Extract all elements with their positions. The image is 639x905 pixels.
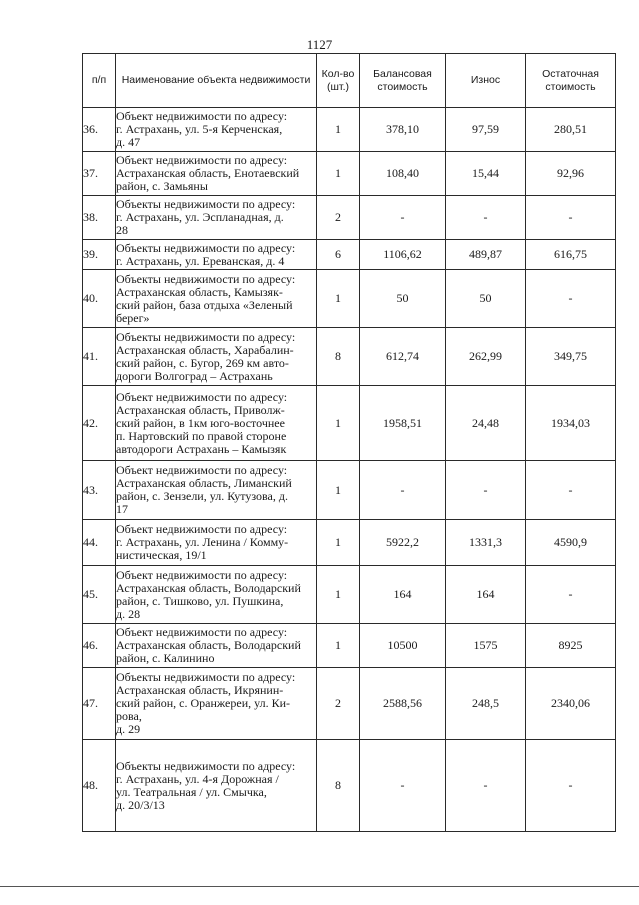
row-wear: 97,59 <box>446 108 526 152</box>
row-wear: 489,87 <box>446 240 526 270</box>
row-balance: - <box>360 196 446 240</box>
table-row <box>83 566 616 624</box>
row-qty: 8 <box>317 328 360 386</box>
row-name: Объект недвижимости по адресу: Астраханская область, Енотаевский район, с. Замьяны <box>116 152 317 196</box>
row-wear: 50 <box>446 270 526 328</box>
row-qty: 1 <box>317 152 360 196</box>
row-wear: 15,44 <box>446 152 526 196</box>
row-wear: 164 <box>446 566 526 624</box>
table-row <box>83 152 616 196</box>
table-row <box>83 386 616 461</box>
row-residual: - <box>526 196 616 240</box>
header-wear: Износ <box>446 54 526 108</box>
row-qty: 1 <box>317 624 360 668</box>
table-row <box>83 461 616 520</box>
row-qty: 2 <box>317 668 360 740</box>
header-residual: Остаточная стоимость <box>526 54 616 108</box>
row-name: Объект недвижимости по адресу: Астраханская область, Лиманский район, с. Зензели, ул. Кутузова, д. 17 <box>116 461 317 520</box>
row-residual: 616,75 <box>526 240 616 270</box>
row-balance: 5922,2 <box>360 520 446 566</box>
row-wear: 248,5 <box>446 668 526 740</box>
row-num: 46. <box>83 624 116 668</box>
row-wear: 1331,3 <box>446 520 526 566</box>
row-num: 47. <box>83 668 116 740</box>
row-num: 41. <box>83 328 116 386</box>
row-wear: - <box>446 196 526 240</box>
table-row <box>83 668 616 740</box>
row-wear: - <box>446 461 526 520</box>
row-qty: 1 <box>317 566 360 624</box>
row-balance: 1958,51 <box>360 386 446 461</box>
row-balance: 50 <box>360 270 446 328</box>
table-row <box>83 520 616 566</box>
row-wear: - <box>446 740 526 832</box>
row-residual: - <box>526 566 616 624</box>
row-num: 40. <box>83 270 116 328</box>
row-num: 39. <box>83 240 116 270</box>
row-num: 42. <box>83 386 116 461</box>
table-row <box>83 240 616 270</box>
row-qty: 2 <box>317 196 360 240</box>
row-num: 44. <box>83 520 116 566</box>
table-row <box>83 624 616 668</box>
row-residual: 2340,06 <box>526 668 616 740</box>
scan-edge-divider <box>0 886 639 887</box>
row-balance: 108,40 <box>360 152 446 196</box>
row-wear: 262,99 <box>446 328 526 386</box>
row-name: Объект недвижимости по адресу: Астраханская область, Володарский район, с. Калинино <box>116 624 317 668</box>
row-name: Объекты недвижимости по адресу: Астраханская область, Икрянин- ский район, с. Оранжереи, ул. Ки- рова, д. 29 <box>116 668 317 740</box>
table-row <box>83 270 616 328</box>
row-num: 45. <box>83 566 116 624</box>
row-residual: 349,75 <box>526 328 616 386</box>
row-qty: 1 <box>317 108 360 152</box>
row-balance: - <box>360 461 446 520</box>
row-qty: 1 <box>317 270 360 328</box>
row-qty: 1 <box>317 520 360 566</box>
row-balance: 2588,56 <box>360 668 446 740</box>
row-residual: - <box>526 740 616 832</box>
row-name: Объекты недвижимости по адресу: г. Астрахань, ул. 4-я Дорожная / ул. Театральная / ул. Смычка, д. 20/3/13 <box>116 740 317 832</box>
table-row <box>83 740 616 832</box>
row-residual: 280,51 <box>526 108 616 152</box>
row-wear: 1575 <box>446 624 526 668</box>
row-balance: 10500 <box>360 624 446 668</box>
row-name: Объект недвижимости по адресу: г. Астрахань, ул. 5-я Керченская, д. 47 <box>116 108 317 152</box>
row-qty: 6 <box>317 240 360 270</box>
row-num: 43. <box>83 461 116 520</box>
row-name: Объект недвижимости по адресу: Астраханская область, Володарский район, с. Тишково, ул. Пушкина, д. 28 <box>116 566 317 624</box>
table-row <box>83 196 616 240</box>
row-balance: 378,10 <box>360 108 446 152</box>
row-residual: 4590,9 <box>526 520 616 566</box>
header-balance: Балансовая стоимость <box>360 54 446 108</box>
row-residual: - <box>526 270 616 328</box>
header-qty: Кол-во (шт.) <box>317 54 360 108</box>
row-residual: 92,96 <box>526 152 616 196</box>
header-name: Наименование объекта недвижимости <box>116 54 317 108</box>
row-residual: 8925 <box>526 624 616 668</box>
header-num: п/п <box>83 54 116 108</box>
row-num: 48. <box>83 740 116 832</box>
row-balance: 164 <box>360 566 446 624</box>
row-name: Объект недвижимости по адресу: г. Астрахань, ул. Ленина / Комму- нистическая, 19/1 <box>116 520 317 566</box>
page-number: 1127 <box>306 37 333 52</box>
row-num: 36. <box>83 108 116 152</box>
row-name: Объект недвижимости по адресу: Астраханская область, Приволж- ский район, в 1км юго-восточнее п. Нартовский по правой стороне автодороги Астрахань – Камызяк <box>116 386 317 461</box>
row-qty: 1 <box>317 461 360 520</box>
table-row <box>83 328 616 386</box>
row-balance: 1106,62 <box>360 240 446 270</box>
row-name: Объекты недвижимости по адресу: г. Астрахань, ул. Эспланадная, д. 28 <box>116 196 317 240</box>
row-name: Объекты недвижимости по адресу: Астраханская область, Харабалин- ский район, с. Бугор, 269 км авто- дороги Волгоград – Астрахань <box>116 328 317 386</box>
row-name: Объекты недвижимости по адресу: г. Астрахань, ул. Ереванская, д. 4 <box>116 240 317 270</box>
row-residual: 1934,03 <box>526 386 616 461</box>
property-table <box>82 53 616 832</box>
row-qty: 1 <box>317 386 360 461</box>
row-name: Объекты недвижимости по адресу: Астраханская область, Камызяк- ский район, база отдыха «Зеленый берег» <box>116 270 317 328</box>
row-num: 38. <box>83 196 116 240</box>
row-balance: 612,74 <box>360 328 446 386</box>
table-header-row <box>83 54 616 108</box>
row-residual: - <box>526 461 616 520</box>
row-num: 37. <box>83 152 116 196</box>
row-balance: - <box>360 740 446 832</box>
row-qty: 8 <box>317 740 360 832</box>
row-wear: 24,48 <box>446 386 526 461</box>
table-row <box>83 108 616 152</box>
